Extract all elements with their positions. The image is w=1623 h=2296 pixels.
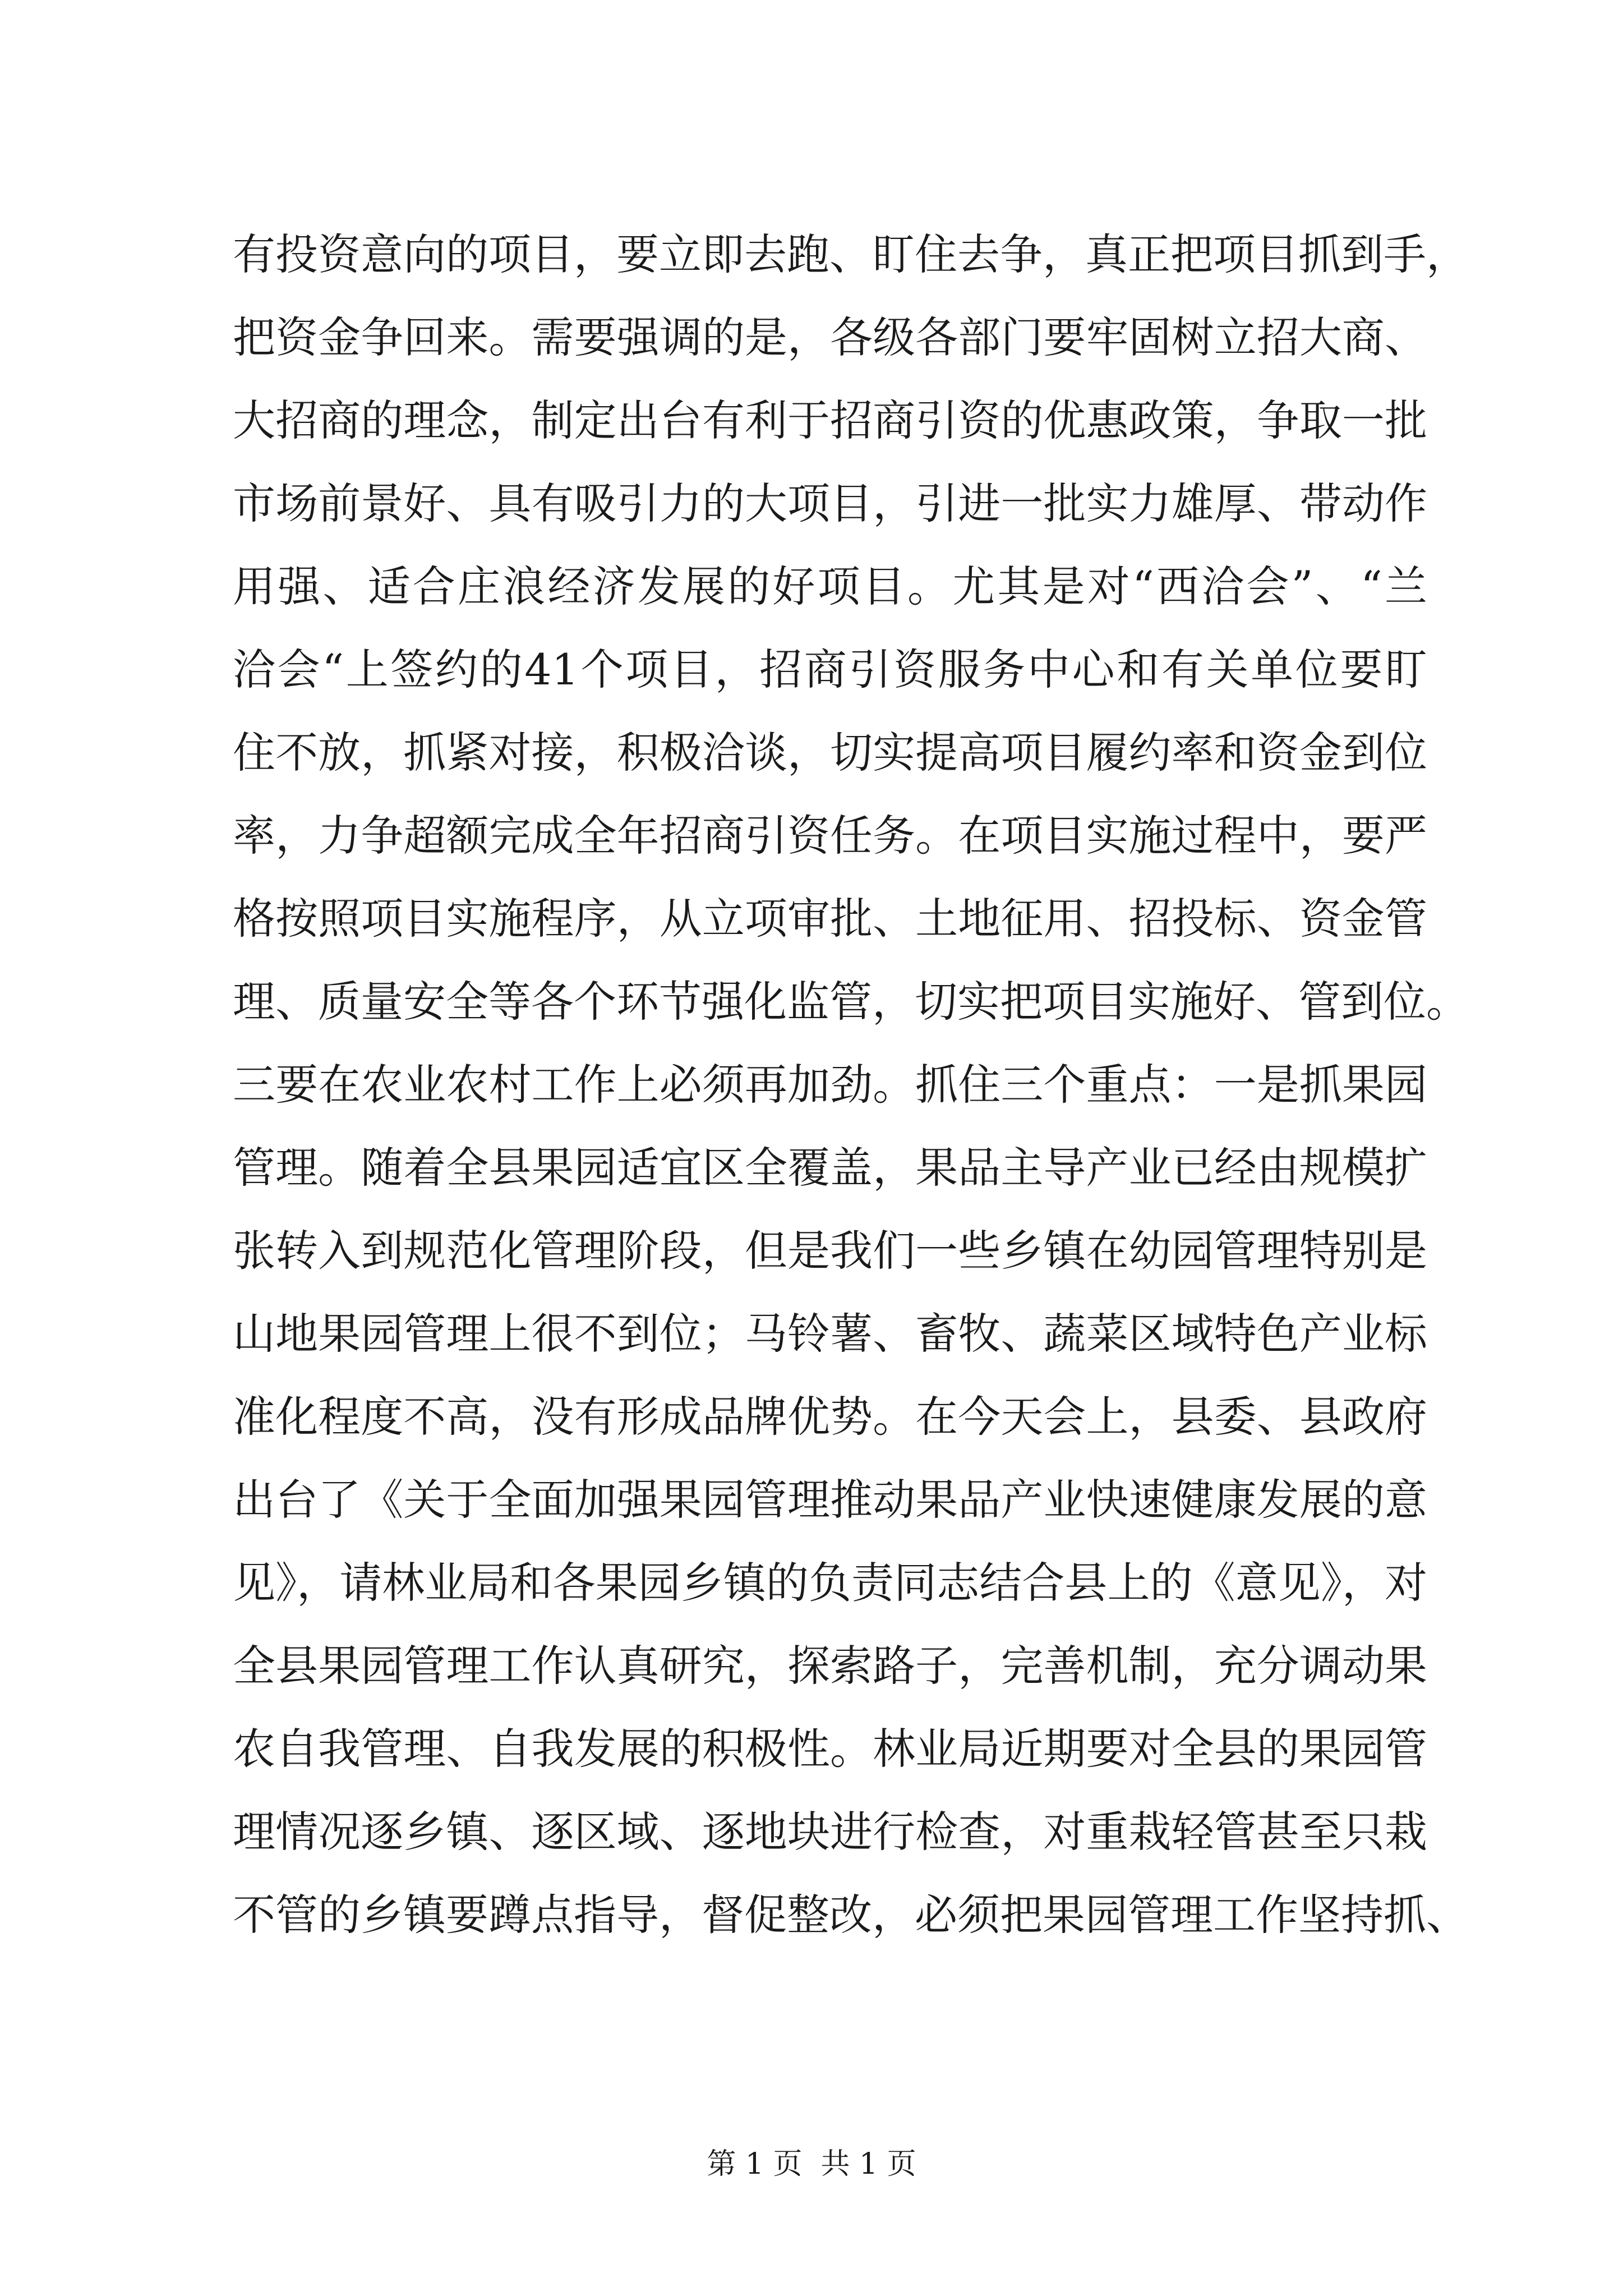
text-line: 出台了《关于全面加强果园管理推动果品产业快速健康发展的意 [233,1475,1427,1525]
text-line: 农自我管理、自我发展的积极性。林业局近期要对全县的果园管 [233,1724,1427,1774]
text-line: 用强、适合庄浪经济发展的好项目。尤其是对“西洽会”、“兰 [233,562,1427,611]
text-line: 理、质量安全等各个环节强化监管，切实把项目实施好、管到位。 [233,977,1469,1027]
text-line: 有投资意向的项目，要立即去跑、盯住去争，真正把项目抓到手， [233,229,1469,279]
text-line: 准化程度不高，没有形成品牌优势。在今天会上，县委、县政府 [233,1392,1427,1442]
text-line: 洽会“上签约的41个项目，招商引资服务中心和有关单位要盯 [233,645,1427,694]
text-line: 张转入到规范化管理阶段，但是我们一些乡镇在幼园管理特别是 [233,1226,1427,1276]
text-line: 大招商的理念，制定出台有利于招商引资的优惠政策，争取一批 [233,395,1427,445]
text-line: 山地果园管理上很不到位；马铃薯、畜牧、蔬菜区域特色产业标 [233,1309,1427,1359]
text-line: 不管的乡镇要蹲点指导，督促整改，必须把果园管理工作坚持抓、 [233,1890,1469,1940]
text-line: 市场前景好、具有吸引力的大项目，引进一批实力雄厚、带动作 [233,478,1427,528]
text-line: 把资金争回来。需要强调的是，各级各部门要牢固树立招大商、 [233,312,1427,362]
text-line: 格按照项目实施程序，从立项审批、土地征用、招投标、资金管 [233,894,1427,944]
text-line: 住不放，抓紧对接，积极洽谈，切实提高项目履约率和资金到位 [233,728,1427,777]
text-line: 见》，请林业局和各果园乡镇的负责同志结合县上的《意见》，对 [233,1558,1427,1608]
page-number-footer: 第 1 页 共 1 页 [707,2147,916,2181]
text-line: 率，力争超额完成全年招商引资任务。在项目实施过程中，要严 [233,811,1427,861]
text-line: 三要在农业农村工作上必须再加劲。抓住三个重点：一是抓果园 [233,1060,1427,1110]
text-line: 管理。随着全县果园适宜区全覆盖，果品主导产业已经由规模扩 [233,1143,1427,1193]
text-line: 全县果园管理工作认真研究，探索路子，完善机制，充分调动果 [233,1641,1427,1691]
body-text [233,213,1469,1957]
text-line: 理情况逐乡镇、逐区域、逐地块进行检查，对重栽轻管甚至只栽 [233,1807,1427,1857]
